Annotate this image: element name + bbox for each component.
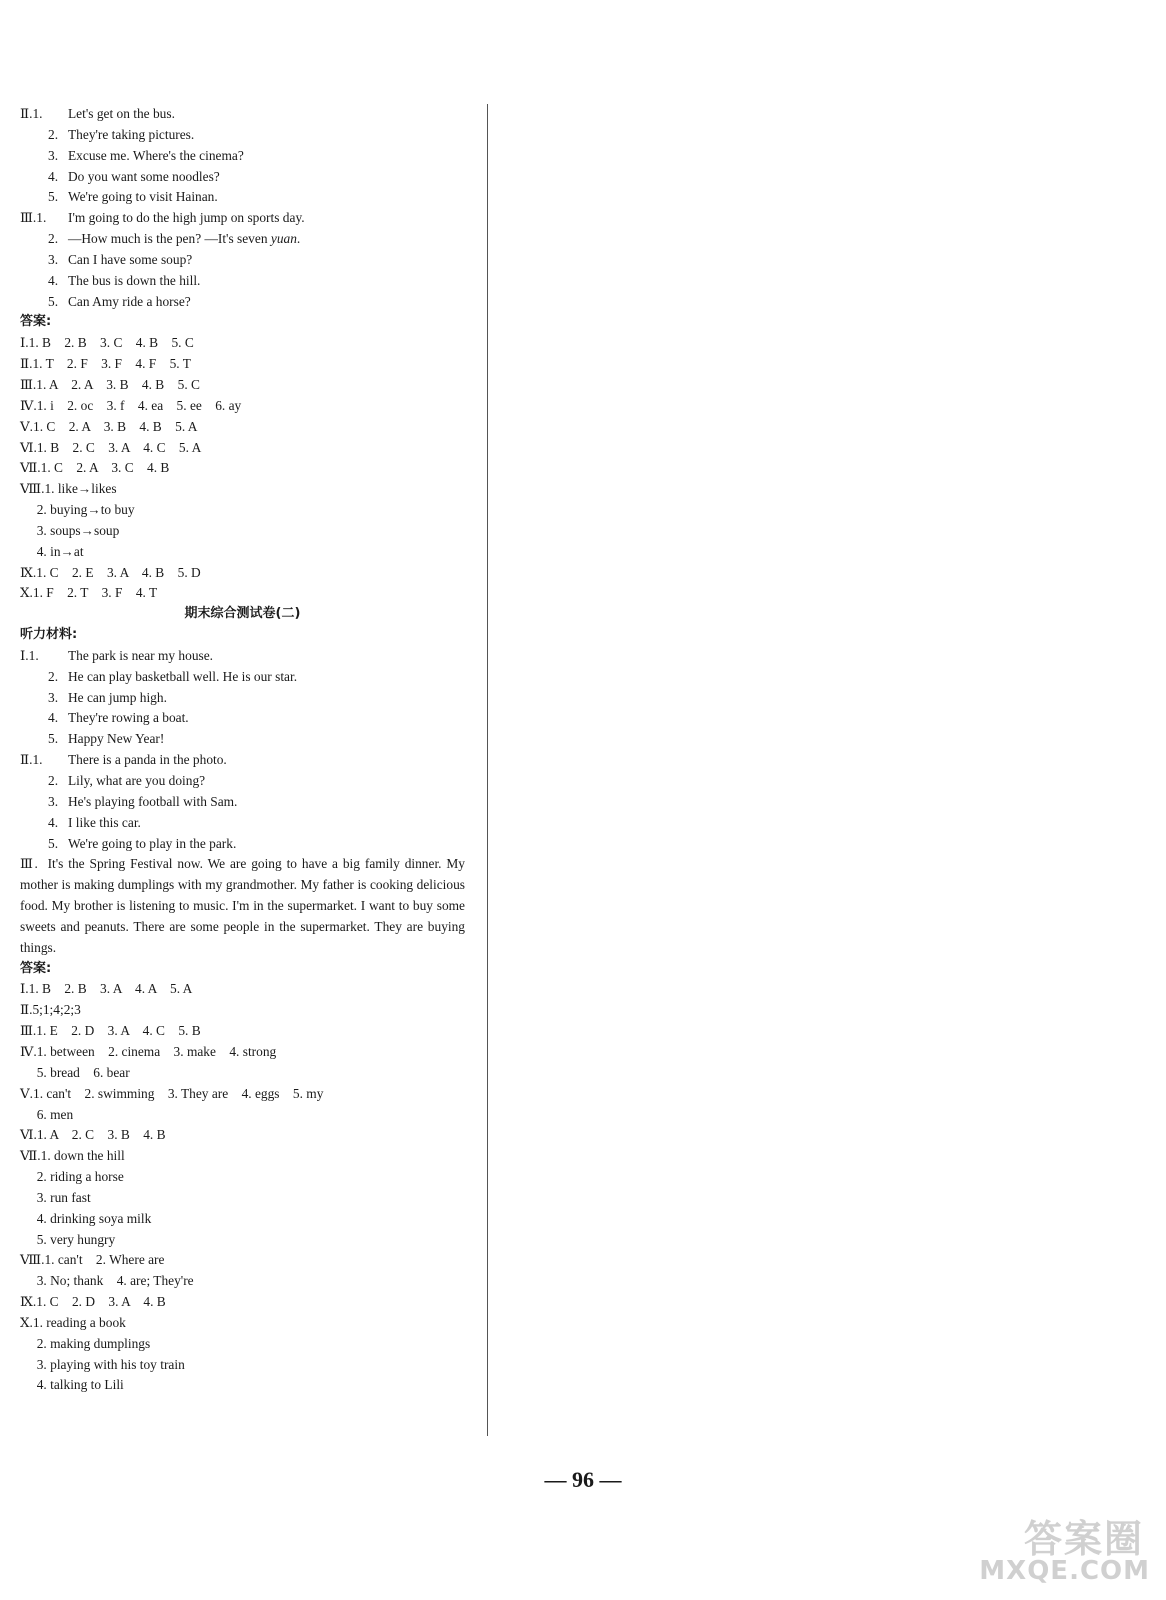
answer-line: Ⅲ.1. A 2. A 3. B 4. B 5. C (20, 376, 200, 392)
answer-line: Ⅸ.1. C 2. D 3. A 4. B (20, 1294, 166, 1310)
listening-script-block-1 (20, 104, 465, 312)
answer-line: Ⅱ.5;1;4;2;3 (20, 1002, 81, 1018)
script-text: There is a panda in the photo. (68, 752, 227, 768)
answers-label-2: 答案: (20, 960, 52, 976)
answer-line: Ⅶ.1. C 2. A 3. C 4. B (20, 460, 170, 476)
item-number: 2. (48, 126, 59, 142)
item-number: 5. (48, 731, 59, 747)
item-number: 2. (48, 668, 59, 684)
answer-line: 4. in→at (20, 543, 84, 559)
answer-line: Ⅳ.1. between 2. cinema 3. make 4. strong (20, 1043, 277, 1059)
item-number: 3. (48, 147, 59, 163)
answer-line: Ⅲ.1. E 2. D 3. A 4. C 5. B (20, 1023, 201, 1039)
script-line (20, 667, 465, 688)
answer-line: Ⅵ.1. A 2. C 3. B 4. B (20, 1127, 166, 1143)
watermark-cn: 答案圈 (1023, 1517, 1144, 1561)
script-text: He can jump high. (68, 689, 167, 705)
answer-line: 2. buying→to buy (20, 502, 135, 518)
answer-line: Ⅴ.1. can't 2. swimming 3. They are 4. eggs 5. my (20, 1085, 324, 1101)
answer-line: 5. bread 6. bear (20, 1064, 130, 1080)
item-number: 4. (48, 710, 59, 726)
item-number: 3. (48, 251, 59, 267)
script-line (20, 729, 465, 750)
item-number: 2. (48, 773, 59, 788)
answer-line: Ⅰ.1. B 2. B 3. C 4. B 5. C (20, 335, 194, 351)
passage-mark: Ⅲ. (20, 856, 38, 872)
script-text: We're going to play in the park. (68, 835, 237, 851)
answers-label-1: 答案: (20, 314, 52, 330)
answers-block-2 (20, 979, 465, 1396)
listening-script-block-2 (20, 646, 465, 854)
script-line (20, 792, 465, 813)
listening-passage (20, 854, 465, 958)
script-line (20, 208, 465, 229)
script-line (20, 167, 465, 188)
item-number: 5. (48, 835, 59, 851)
answer-line: Ⅰ.1. B 2. B 3. A 4. A 5. A (20, 981, 193, 997)
script-text: —How much is the pen? —It's seven yuan. (68, 231, 301, 247)
answer-line: 4. talking to Lili (20, 1377, 124, 1393)
script-line (20, 813, 465, 834)
answer-line: Ⅸ.1. C 2. E 3. A 4. B 5. D (20, 564, 201, 580)
answer-line: 3. run fast (20, 1189, 91, 1205)
script-line (20, 104, 465, 125)
script-text: They're rowing a boat. (68, 710, 189, 726)
item-number: 5. (48, 189, 59, 205)
script-text: He's playing football with Sam. (68, 793, 238, 809)
answer-line: Ⅱ.1. T 2. F 3. F 4. F 5. T (20, 356, 191, 372)
answer-line: 3. soups→soup (20, 522, 120, 538)
answer-line: Ⅴ.1. C 2. A 3. B 4. B 5. A (20, 418, 198, 434)
answer-line: Ⅹ.1. reading a book (20, 1314, 126, 1330)
item-number: Ⅱ.1. (20, 752, 43, 768)
script-line (20, 708, 465, 729)
answer-line: Ⅹ.1. F 2. T 3. F 4. T (20, 585, 158, 601)
column-divider (487, 104, 488, 1436)
script-text: Lily, what are you doing? (68, 773, 206, 788)
item-number: 3. (48, 793, 59, 809)
listening-label: 听力材料: (20, 627, 78, 643)
script-text: Do you want some noodles? (68, 168, 220, 184)
left-column (20, 104, 465, 1396)
script-line (20, 229, 465, 250)
section-title: 期末综合测试卷(二) (184, 606, 301, 622)
script-line (20, 646, 465, 667)
answer-line: Ⅵ.1. B 2. C 3. A 4. C 5. A (20, 439, 202, 455)
script-text: Excuse me. Where's the cinema? (68, 147, 244, 163)
script-text: Happy New Year! (68, 731, 165, 747)
answer-line: 3. No; thank 4. are; They're (20, 1273, 194, 1289)
item-number: 3. (48, 689, 59, 705)
script-line (20, 271, 465, 292)
script-text: The bus is down the hill. (68, 272, 201, 288)
script-text: He can play basketball well. He is our star. (68, 668, 298, 684)
script-line (20, 146, 465, 167)
script-line (20, 688, 465, 709)
item-number: Ⅲ.1. (20, 210, 47, 226)
item-number: Ⅱ.1. (20, 106, 43, 121)
script-text: Let's get on the bus. (68, 106, 175, 121)
script-text: Can I have some soup? (68, 251, 193, 267)
passage-text: It's the Spring Festival now. We are going to have a big family dinner. My mother is making dumplings with my grandmother. My father is cooking delicious food. My brother is listening to music. I'm in the supermarket. I want to buy some sweets and peanuts. There are some people in the supermarket. They are buying things. (20, 856, 465, 955)
script-line (20, 125, 465, 146)
script-text: I'm going to do the high jump on sports day. (68, 210, 305, 226)
script-text: They're taking pictures. (68, 126, 195, 142)
answer-line: Ⅳ.1. i 2. oc 3. f 4. ea 5. ee 6. ay (20, 397, 242, 413)
watermark-en: MXQE.COM (979, 1556, 1150, 1586)
answer-line: 5. very hungry (20, 1231, 116, 1247)
script-text: I like this car. (68, 814, 141, 830)
item-number: 5. (48, 293, 59, 309)
script-line (20, 771, 465, 792)
answer-line: Ⅷ.1. like→likes (20, 481, 117, 497)
script-line (20, 187, 465, 208)
answer-line: 6. men (20, 1106, 74, 1122)
answers-block-1 (20, 333, 465, 604)
script-line (20, 292, 465, 313)
item-number: 4. (48, 814, 59, 830)
answer-line: 3. playing with his toy train (20, 1356, 185, 1372)
item-number: 4. (48, 168, 59, 184)
answer-line: 2. riding a horse (20, 1169, 124, 1185)
page-number: — 96 — (544, 1467, 622, 1492)
item-number: 2. (48, 231, 59, 247)
answer-line: Ⅷ.1. can't 2. Where are (20, 1252, 165, 1268)
script-line (20, 250, 465, 271)
watermark-logo (979, 1506, 1152, 1592)
script-line (20, 750, 465, 771)
script-line (20, 834, 465, 855)
answer-line: 2. making dumplings (20, 1335, 151, 1351)
script-text: Can Amy ride a horse? (68, 293, 191, 309)
item-number: 4. (48, 272, 59, 288)
answer-line: 4. drinking soya milk (20, 1210, 152, 1226)
script-text: The park is near my house. (68, 647, 214, 663)
answer-line: Ⅶ.1. down the hill (20, 1148, 125, 1164)
script-text: We're going to visit Hainan. (68, 189, 218, 205)
item-number: Ⅰ.1. (20, 647, 39, 663)
